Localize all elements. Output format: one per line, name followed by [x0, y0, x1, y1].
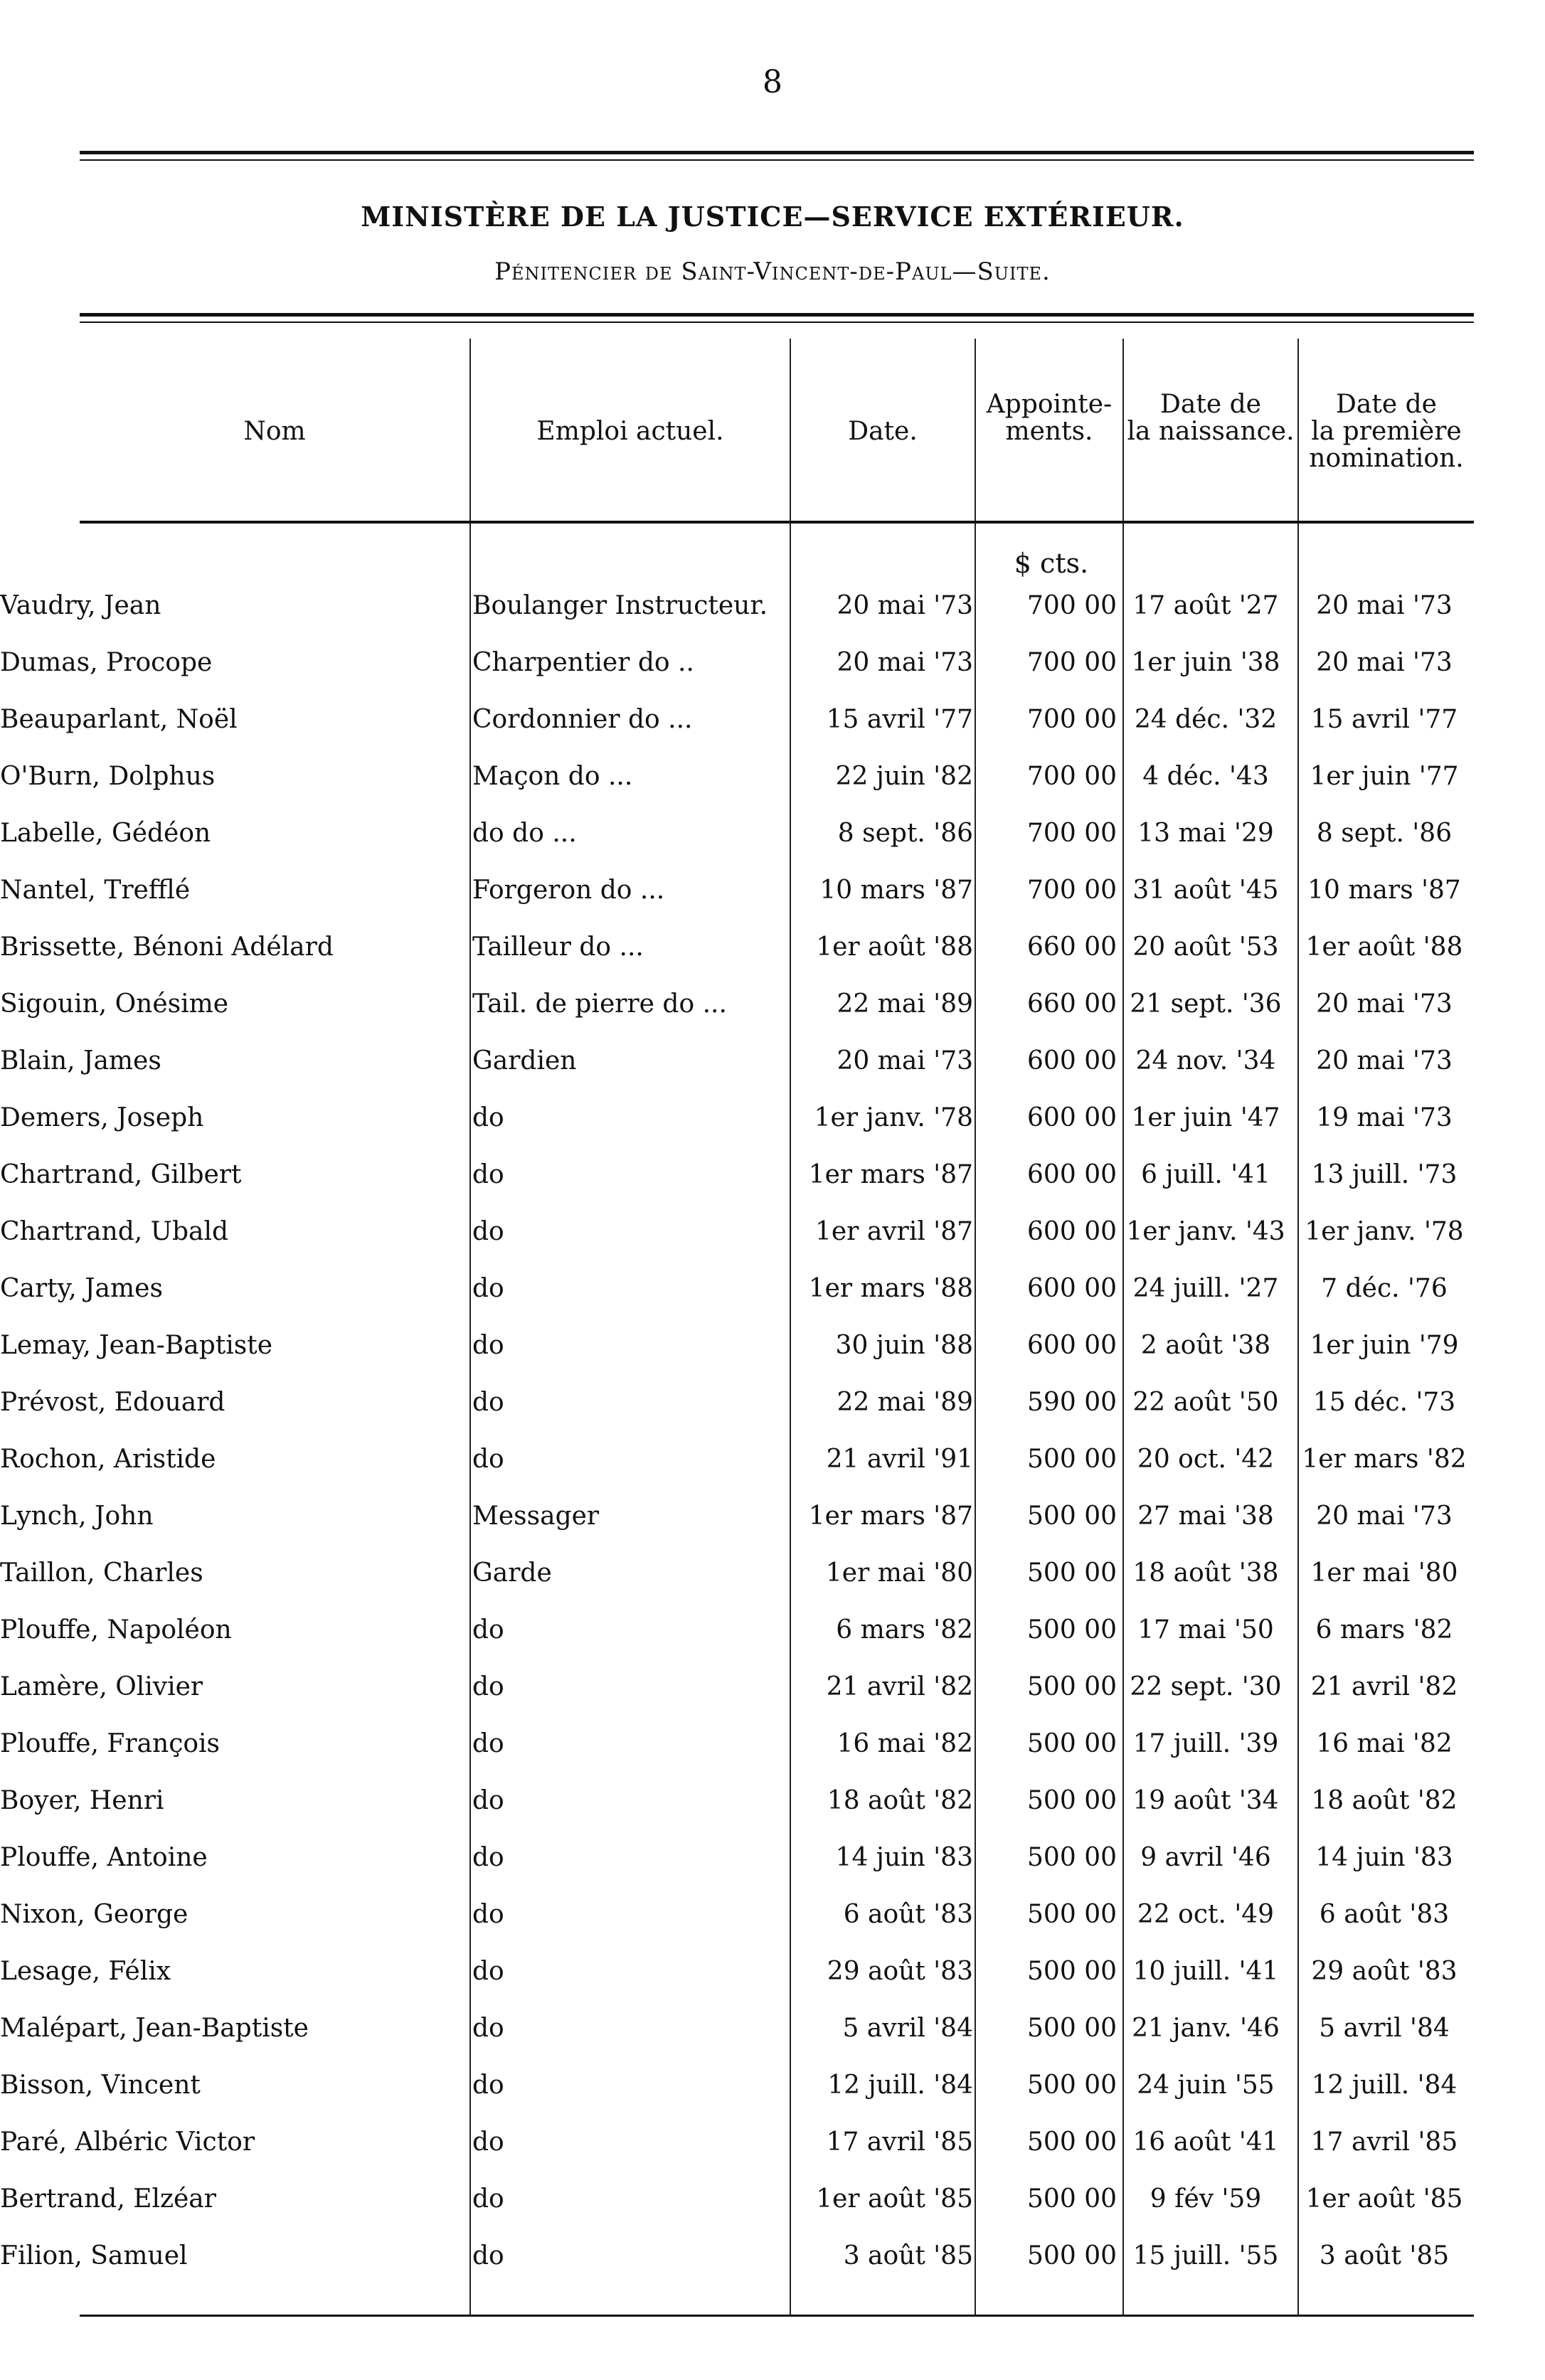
cell-nom: Blain, James — [0, 1047, 161, 1075]
cell-prem: 1er juin '79 — [1310, 1332, 1459, 1360]
cell-appt: 590 00 — [1027, 1388, 1117, 1417]
cell-emploi: do — [472, 1275, 504, 1303]
cell-naiss: 17 juill. '39 — [1132, 1730, 1279, 1758]
cell-appt: 500 00 — [1027, 1559, 1117, 1588]
cell-naiss: 9 avril '46 — [1140, 1844, 1271, 1872]
cell-prem: 16 mai '82 — [1316, 1730, 1453, 1758]
cell-date: 20 mai '73 — [837, 592, 973, 620]
cell-nom: Bertrand, Elzéar — [0, 2185, 216, 2214]
cell-appt: 500 00 — [1027, 2242, 1117, 2270]
cell-appt: 600 00 — [1027, 1161, 1117, 1189]
table-row — [0, 1602, 1545, 1659]
cell-nom: Lesage, Félix — [0, 1957, 171, 1986]
cell-nom: Lamère, Olivier — [0, 1673, 203, 1701]
cell-prem: 21 avril '82 — [1310, 1673, 1458, 1701]
header-appointements-line2: ments. — [1005, 417, 1093, 446]
bottom-rule — [80, 2315, 1474, 2317]
cell-nom: Malépart, Jean-Baptiste — [0, 2014, 309, 2043]
table-row — [0, 1090, 1545, 1147]
table-row — [0, 1204, 1545, 1260]
cell-nom: Carty, James — [0, 1275, 163, 1303]
cell-naiss: 17 août '27 — [1132, 592, 1279, 620]
table-top-rule-2 — [80, 322, 1474, 323]
cell-date: 1er avril '87 — [814, 1218, 973, 1246]
cell-date: 30 juin '88 — [835, 1332, 973, 1360]
cell-naiss: 13 mai '29 — [1137, 819, 1274, 848]
cell-emploi: do — [472, 2128, 504, 2157]
header-premiere-line1: Date de — [1336, 390, 1437, 419]
header-appointements-line1: Appointe- — [986, 390, 1113, 419]
cell-appt: 500 00 — [1027, 1445, 1117, 1474]
table-row — [0, 1659, 1545, 1716]
table-row — [0, 691, 1545, 748]
currency-label: $ cts. — [1014, 548, 1089, 579]
cell-emploi: do — [472, 1388, 504, 1417]
cell-nom: Demers, Joseph — [0, 1104, 204, 1132]
cell-prem: 20 mai '73 — [1316, 990, 1453, 1019]
cell-emploi: Tailleur do ... — [472, 933, 644, 962]
cell-naiss: 6 juill. '41 — [1141, 1161, 1270, 1189]
cell-prem: 8 sept. '86 — [1316, 819, 1453, 848]
header-appointements — [976, 391, 1122, 445]
header-naissance-line2: la naissance. — [1127, 417, 1295, 446]
cell-appt: 660 00 — [1027, 933, 1117, 962]
cell-emploi: do — [472, 1787, 504, 1815]
header-naissance — [1124, 391, 1297, 445]
cell-emploi: do — [472, 1445, 504, 1474]
cell-emploi: do — [472, 1730, 504, 1758]
cell-date: 6 août '83 — [843, 1901, 973, 1929]
cell-prem: 7 déc. '76 — [1321, 1275, 1448, 1303]
cell-prem: 19 mai '73 — [1316, 1104, 1453, 1132]
cell-nom: Dumas, Procope — [0, 649, 213, 677]
cell-prem: 14 juin '83 — [1315, 1844, 1453, 1872]
table-row — [0, 862, 1545, 919]
cell-prem: 1er mars '82 — [1302, 1445, 1467, 1474]
cell-naiss: 4 déc. '43 — [1142, 763, 1269, 791]
cell-prem: 10 mars '87 — [1307, 876, 1461, 905]
cell-appt: 600 00 — [1027, 1104, 1117, 1132]
cell-prem: 15 avril '77 — [1310, 706, 1458, 734]
cell-naiss: 22 oct. '49 — [1137, 1901, 1275, 1929]
cell-appt: 500 00 — [1027, 1787, 1117, 1815]
cell-date: 3 août '85 — [843, 2242, 973, 2270]
cell-appt: 500 00 — [1027, 1673, 1117, 1701]
cell-prem: 6 août '83 — [1319, 1901, 1450, 1929]
table-row — [0, 634, 1545, 691]
cell-nom: O'Burn, Dolphus — [0, 763, 216, 791]
cell-date: 1er mars '88 — [808, 1275, 973, 1303]
cell-emploi: do — [472, 1104, 504, 1132]
cell-nom: Plouffe, Napoléon — [0, 1616, 232, 1645]
cell-prem: 1er août '85 — [1305, 2185, 1463, 2214]
table-row — [0, 1488, 1545, 1545]
cell-nom: Paré, Albéric Victor — [0, 2128, 255, 2157]
top-rule-1 — [80, 151, 1474, 154]
cell-nom: Nixon, George — [0, 1901, 189, 1929]
cell-prem: 3 août '85 — [1319, 2242, 1450, 2270]
cell-appt: 700 00 — [1027, 763, 1117, 791]
cell-appt: 700 00 — [1027, 819, 1117, 848]
cell-emploi: Messager — [472, 1502, 600, 1531]
cell-prem: 15 déc. '73 — [1312, 1388, 1456, 1417]
table-top-rule-1 — [80, 313, 1474, 317]
cell-nom: Brissette, Bénoni Adélard — [0, 933, 334, 962]
cell-nom: Nantel, Trefflé — [0, 876, 191, 905]
cell-emploi: do — [472, 1901, 504, 1929]
cell-nom: Prévost, Edouard — [0, 1388, 225, 1417]
cell-emploi: Garde — [472, 1559, 552, 1588]
cell-prem: 20 mai '73 — [1316, 1047, 1453, 1075]
cell-naiss: 2 août '38 — [1140, 1332, 1271, 1360]
cell-naiss: 21 sept. '36 — [1130, 990, 1282, 1019]
table-row — [0, 1773, 1545, 1829]
cell-naiss: 27 mai '38 — [1137, 1502, 1274, 1531]
table-row — [0, 2114, 1545, 2171]
cell-prem: 20 mai '73 — [1316, 649, 1453, 677]
cell-nom: Beauparlant, Noël — [0, 706, 238, 734]
cell-nom: Bisson, Vincent — [0, 2071, 201, 2100]
cell-emploi: Forgeron do ... — [472, 876, 665, 905]
top-rule-2 — [80, 159, 1474, 161]
cell-nom: Plouffe, François — [0, 1730, 221, 1758]
cell-date: 17 avril '85 — [826, 2128, 973, 2157]
page-title: MINISTÈRE DE LA JUSTICE—SERVICE EXTÉRIEUR. — [361, 201, 1184, 233]
cell-naiss: 19 août '34 — [1132, 1787, 1279, 1815]
cell-nom: Chartrand, Gilbert — [0, 1161, 242, 1189]
cell-nom: Labelle, Gédéon — [0, 819, 211, 848]
cell-naiss: 9 fév '59 — [1150, 2185, 1262, 2214]
cell-date: 21 avril '82 — [826, 1673, 973, 1701]
cell-date: 1er août '88 — [816, 933, 973, 962]
cell-date: 6 mars '82 — [836, 1616, 973, 1645]
cell-appt: 500 00 — [1027, 2014, 1117, 2043]
cell-nom: Sigouin, Onésime — [0, 990, 229, 1019]
cell-emploi: Boulanger Instructeur. — [472, 592, 768, 620]
cell-appt: 600 00 — [1027, 1047, 1117, 1075]
table-row — [0, 2000, 1545, 2057]
cell-nom: Plouffe, Antoine — [0, 1844, 208, 1872]
cell-appt: 500 00 — [1027, 2185, 1117, 2214]
cell-prem: 1er mai '80 — [1310, 1559, 1458, 1588]
cell-naiss: 24 juill. '27 — [1132, 1275, 1279, 1303]
cell-nom: Taillon, Charles — [0, 1559, 203, 1588]
table-row — [0, 1943, 1545, 2000]
cell-appt: 500 00 — [1027, 1502, 1117, 1531]
cell-nom: Lemay, Jean-Baptiste — [0, 1332, 272, 1360]
cell-date: 14 juin '83 — [835, 1844, 973, 1872]
cell-prem: 29 août '83 — [1311, 1957, 1458, 1986]
cell-date: 12 juill. '84 — [827, 2071, 973, 2100]
cell-naiss: 1er juin '38 — [1131, 649, 1280, 677]
header-date: Date. — [848, 417, 918, 446]
table-row — [0, 976, 1545, 1033]
page-number: 8 — [763, 64, 782, 100]
table-row — [0, 919, 1545, 976]
cell-naiss: 22 sept. '30 — [1130, 1673, 1282, 1701]
cell-prem: 6 mars '82 — [1315, 1616, 1453, 1645]
cell-emploi: do — [472, 2242, 504, 2270]
table-row — [0, 1317, 1545, 1374]
table-row — [0, 805, 1545, 862]
cell-nom: Chartrand, Ubald — [0, 1218, 229, 1246]
table-row — [0, 2057, 1545, 2114]
cell-emploi: do — [472, 1844, 504, 1872]
cell-naiss: 20 oct. '42 — [1137, 1445, 1275, 1474]
cell-date: 16 mai '82 — [837, 1730, 973, 1758]
cell-emploi: do — [472, 2014, 504, 2043]
cell-naiss: 15 juill. '55 — [1132, 2242, 1279, 2270]
cell-prem: 1er janv. '78 — [1305, 1218, 1464, 1246]
cell-prem: 12 juill. '84 — [1311, 2071, 1458, 2100]
header-premiere-line3: nomination. — [1309, 444, 1464, 473]
cell-nom: Boyer, Henri — [0, 1787, 164, 1815]
cell-date: 1er mars '87 — [808, 1161, 973, 1189]
cell-naiss: 20 août '53 — [1132, 933, 1279, 962]
cell-emploi: do — [472, 1218, 504, 1246]
table-row — [0, 1886, 1545, 1943]
cell-emploi: do do ... — [472, 819, 577, 848]
cell-date: 8 sept. '86 — [837, 819, 973, 848]
cell-naiss: 24 juin '55 — [1137, 2071, 1275, 2100]
cell-prem: 20 mai '73 — [1316, 1502, 1453, 1531]
header-rule — [80, 521, 1474, 524]
table-row — [0, 1545, 1545, 1602]
cell-appt: 660 00 — [1027, 990, 1117, 1019]
cell-emploi: Maçon do ... — [472, 763, 633, 791]
table-row — [0, 1260, 1545, 1317]
header-premiere — [1299, 391, 1474, 472]
table-row — [0, 748, 1545, 805]
cell-emploi: do — [472, 2185, 504, 2214]
table-row — [0, 1829, 1545, 1886]
cell-appt: 600 00 — [1027, 1218, 1117, 1246]
cell-naiss: 21 janv. '46 — [1132, 2014, 1280, 2043]
cell-appt: 700 00 — [1027, 706, 1117, 734]
cell-date: 20 mai '73 — [837, 1047, 973, 1075]
table-row — [0, 2171, 1545, 2228]
cell-date: 1er mars '87 — [808, 1502, 973, 1531]
cell-date: 5 avril '84 — [842, 2014, 973, 2043]
cell-appt: 600 00 — [1027, 1332, 1117, 1360]
cell-prem: 1er juin '77 — [1310, 763, 1459, 791]
cell-date: 22 mai '89 — [837, 1388, 973, 1417]
header-naissance-line1: Date de — [1160, 390, 1261, 419]
cell-date: 1er janv. '78 — [814, 1104, 973, 1132]
cell-naiss: 1er juin '47 — [1131, 1104, 1280, 1132]
cell-emploi: do — [472, 1673, 504, 1701]
table-row — [0, 1033, 1545, 1090]
cell-emploi: Gardien — [472, 1047, 577, 1075]
cell-naiss: 17 mai '50 — [1137, 1616, 1274, 1645]
page-subtitle: Pénitencier de Saint-Vincent-de-Paul—Suite. — [494, 257, 1051, 286]
table-row — [0, 1716, 1545, 1773]
cell-appt: 700 00 — [1027, 649, 1117, 677]
cell-prem: 5 avril '84 — [1319, 2014, 1450, 2043]
header-emploi: Emploi actuel. — [536, 417, 724, 446]
cell-naiss: 1er janv. '43 — [1126, 1218, 1285, 1246]
cell-date: 20 mai '73 — [837, 649, 973, 677]
cell-date: 1er mai '80 — [825, 1559, 973, 1588]
cell-appt: 500 00 — [1027, 1730, 1117, 1758]
table-row — [0, 2228, 1545, 2285]
cell-date: 22 juin '82 — [835, 763, 973, 791]
cell-appt: 700 00 — [1027, 592, 1117, 620]
cell-date: 18 août '82 — [827, 1787, 973, 1815]
cell-appt: 500 00 — [1027, 1957, 1117, 1986]
cell-emploi: Cordonnier do ... — [472, 706, 693, 734]
cell-nom: Lynch, John — [0, 1502, 154, 1531]
cell-nom: Vaudry, Jean — [0, 592, 161, 620]
cell-prem: 20 mai '73 — [1316, 592, 1453, 620]
cell-naiss: 24 déc. '32 — [1134, 706, 1278, 734]
cell-nom: Rochon, Aristide — [0, 1445, 216, 1474]
cell-appt: 500 00 — [1027, 1844, 1117, 1872]
cell-naiss: 18 août '38 — [1132, 1559, 1279, 1588]
cell-appt: 600 00 — [1027, 1275, 1117, 1303]
cell-date: 29 août '83 — [827, 1957, 973, 1986]
cell-nom: Filion, Samuel — [0, 2242, 188, 2270]
cell-naiss: 31 août '45 — [1132, 876, 1279, 905]
cell-prem: 1er août '88 — [1305, 933, 1463, 962]
header-nom: Nom — [243, 417, 306, 446]
cell-naiss: 24 nov. '34 — [1135, 1047, 1276, 1075]
cell-naiss: 22 août '50 — [1132, 1388, 1279, 1417]
cell-appt: 500 00 — [1027, 2071, 1117, 2100]
cell-date: 21 avril '91 — [826, 1445, 973, 1474]
cell-emploi: do — [472, 1957, 504, 1986]
cell-appt: 500 00 — [1027, 1616, 1117, 1645]
cell-prem: 18 août '82 — [1311, 1787, 1458, 1815]
cell-emploi: do — [472, 1616, 504, 1645]
table-row — [0, 1374, 1545, 1431]
cell-date: 1er août '85 — [816, 2185, 973, 2214]
table-row — [0, 578, 1545, 634]
cell-date: 15 avril '77 — [826, 706, 973, 734]
cell-naiss: 16 août '41 — [1132, 2128, 1279, 2157]
table-row — [0, 1431, 1545, 1488]
table-row — [0, 1147, 1545, 1204]
cell-emploi: do — [472, 1161, 504, 1189]
cell-appt: 700 00 — [1027, 876, 1117, 905]
cell-date: 22 mai '89 — [837, 990, 973, 1019]
cell-prem: 17 avril '85 — [1310, 2128, 1458, 2157]
cell-emploi: Tail. de pierre do ... — [472, 990, 727, 1019]
cell-date: 10 mars '87 — [819, 876, 973, 905]
cell-appt: 500 00 — [1027, 2128, 1117, 2157]
cell-emploi: do — [472, 2071, 504, 2100]
header-premiere-line2: la première — [1311, 417, 1462, 446]
cell-appt: 500 00 — [1027, 1901, 1117, 1929]
cell-emploi: do — [472, 1332, 504, 1360]
cell-emploi: Charpentier do .. — [472, 649, 694, 677]
cell-prem: 13 juill. '73 — [1311, 1161, 1458, 1189]
cell-naiss: 10 juill. '41 — [1132, 1957, 1279, 1986]
